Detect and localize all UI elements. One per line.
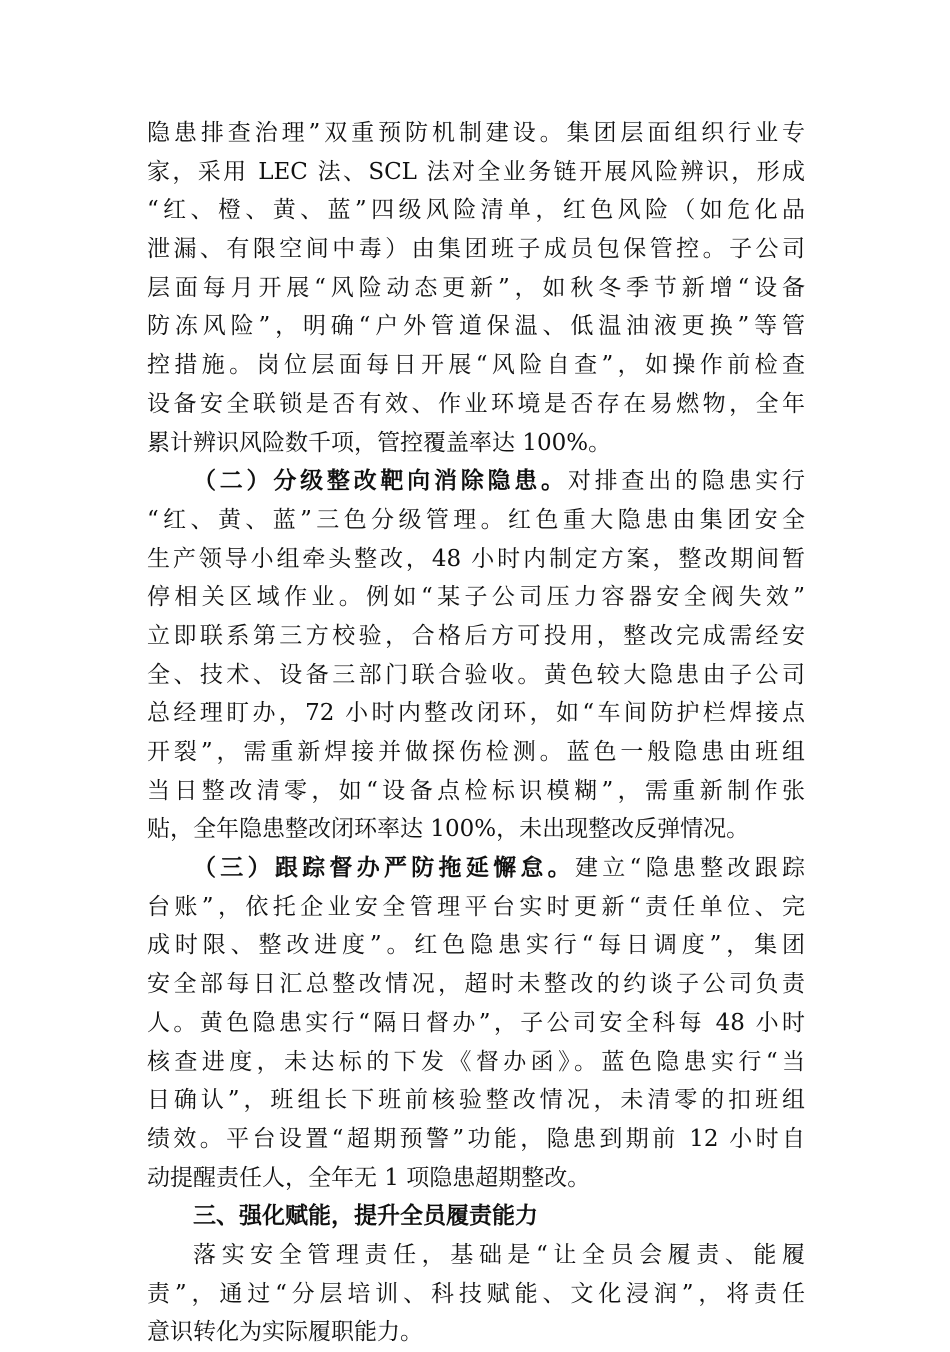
text-line: 隐患排查治理”双重预防机制建设。集团层面组织行业专 — [147, 120, 805, 146]
text-line: 泄漏、有限空间中毒）由集团班子成员包保管控。子公司 — [147, 236, 805, 263]
section-lead-3: （三）跟踪督办严防拖延懈怠。 — [193, 854, 575, 882]
text-line: “红、橙、黄、蓝”四级风险清单，红色风险（如危化品 — [147, 197, 805, 224]
text-line: 家，采用 LEC 法、SCL 法对全业务链开展风险辨识，形成 — [147, 158, 805, 185]
section-lead-2: （二）分级整改靶向消除隐患。 — [193, 467, 568, 495]
text-line: 累计辨识风险数千项，管控覆盖率达 100%。 — [147, 429, 612, 456]
text-line: 绩效。平台设置“超期预警”功能，隐患到期前 12 小时自 — [147, 1125, 805, 1152]
text-line: 立即联系第三方校验，合格后方可投用，整改完成需经安 — [147, 622, 805, 649]
text-line: 动提醒责任人，全年无 1 项隐患超期整改。 — [147, 1164, 591, 1191]
text-line: 停相关区域作业。例如“某子公司压力容器安全阀失效” — [147, 584, 805, 611]
text-line — [147, 849, 805, 888]
document-body — [147, 114, 805, 1352]
text-line: 意识转化为实际履职能力。 — [147, 1319, 423, 1346]
text-line: 责”，通过“分层培训、科技赋能、文化浸润”，将责任 — [147, 1280, 805, 1307]
text-line: 设备安全联锁是否有效、作业环境是否存在易燃物，全年 — [147, 390, 805, 417]
text-line: 层面每月开展“风险动态更新”，如秋冬季节新增“设备 — [147, 274, 805, 301]
text-line: 成时限、整改进度”。红色隐患实行“每日调度”，集团 — [147, 932, 805, 959]
paragraph-graded-rectification — [147, 462, 805, 849]
text-line: 人。黄色隐患实行“隔日督办”，子公司安全科每 48 小时 — [147, 1009, 805, 1036]
text-line: 落实安全管理责任，基础是“让全员会履责、能履 — [193, 1241, 805, 1268]
section-heading-3: 三、强化赋能，提升全员履责能力 — [193, 1203, 538, 1230]
text-line: 防冻风险”，明确“户外管道保温、低温油液更换”等管 — [147, 313, 805, 340]
text-line: 台账”，依托企业安全管理平台实时更新“责任单位、完 — [147, 893, 805, 920]
text-line: 总经理盯办，72 小时内整改闭环，如“车间防护栏焊接点 — [147, 700, 805, 727]
text-line: 生产领导小组牵头整改，48 小时内制定方案，整改期间暂 — [147, 545, 805, 572]
text-line: “红、黄、蓝”三色分级管理。红色重大隐患由集团安全 — [147, 506, 805, 533]
text-line: 开裂”，需重新焊接并做探伤检测。蓝色一般隐患由班组 — [147, 739, 805, 765]
paragraph-tracking-supervision — [147, 849, 805, 1197]
text-line: 日确认”，班组长下班前核验整改情况，未清零的扣班组 — [147, 1087, 805, 1114]
text-run: 建立“隐患整改跟踪 — [574, 855, 805, 882]
text-line: 全、技术、设备三部门联合验收。黄色较大隐患由子公司 — [147, 661, 805, 688]
text-line: 安全部每日汇总整改情况，超时未整改的约谈子公司负责 — [147, 971, 805, 998]
text-run: 对排查出的隐患实行 — [567, 468, 806, 495]
text-line: 当日整改清零，如“设备点检标识模糊”，需重新制作张 — [147, 777, 805, 804]
text-line — [147, 462, 805, 501]
paragraph-empowerment — [147, 1236, 805, 1352]
text-line: 贴，全年隐患整改闭环率达 100%，未出现整改反弹情况。 — [147, 816, 750, 843]
text-line: 控措施。岗位层面每日开展“风险自查”，如操作前检查 — [147, 352, 805, 379]
paragraph-risk-identification — [147, 114, 805, 462]
text-line: 核查进度，未达标的下发《督办函》。蓝色隐患实行“当 — [147, 1048, 805, 1075]
